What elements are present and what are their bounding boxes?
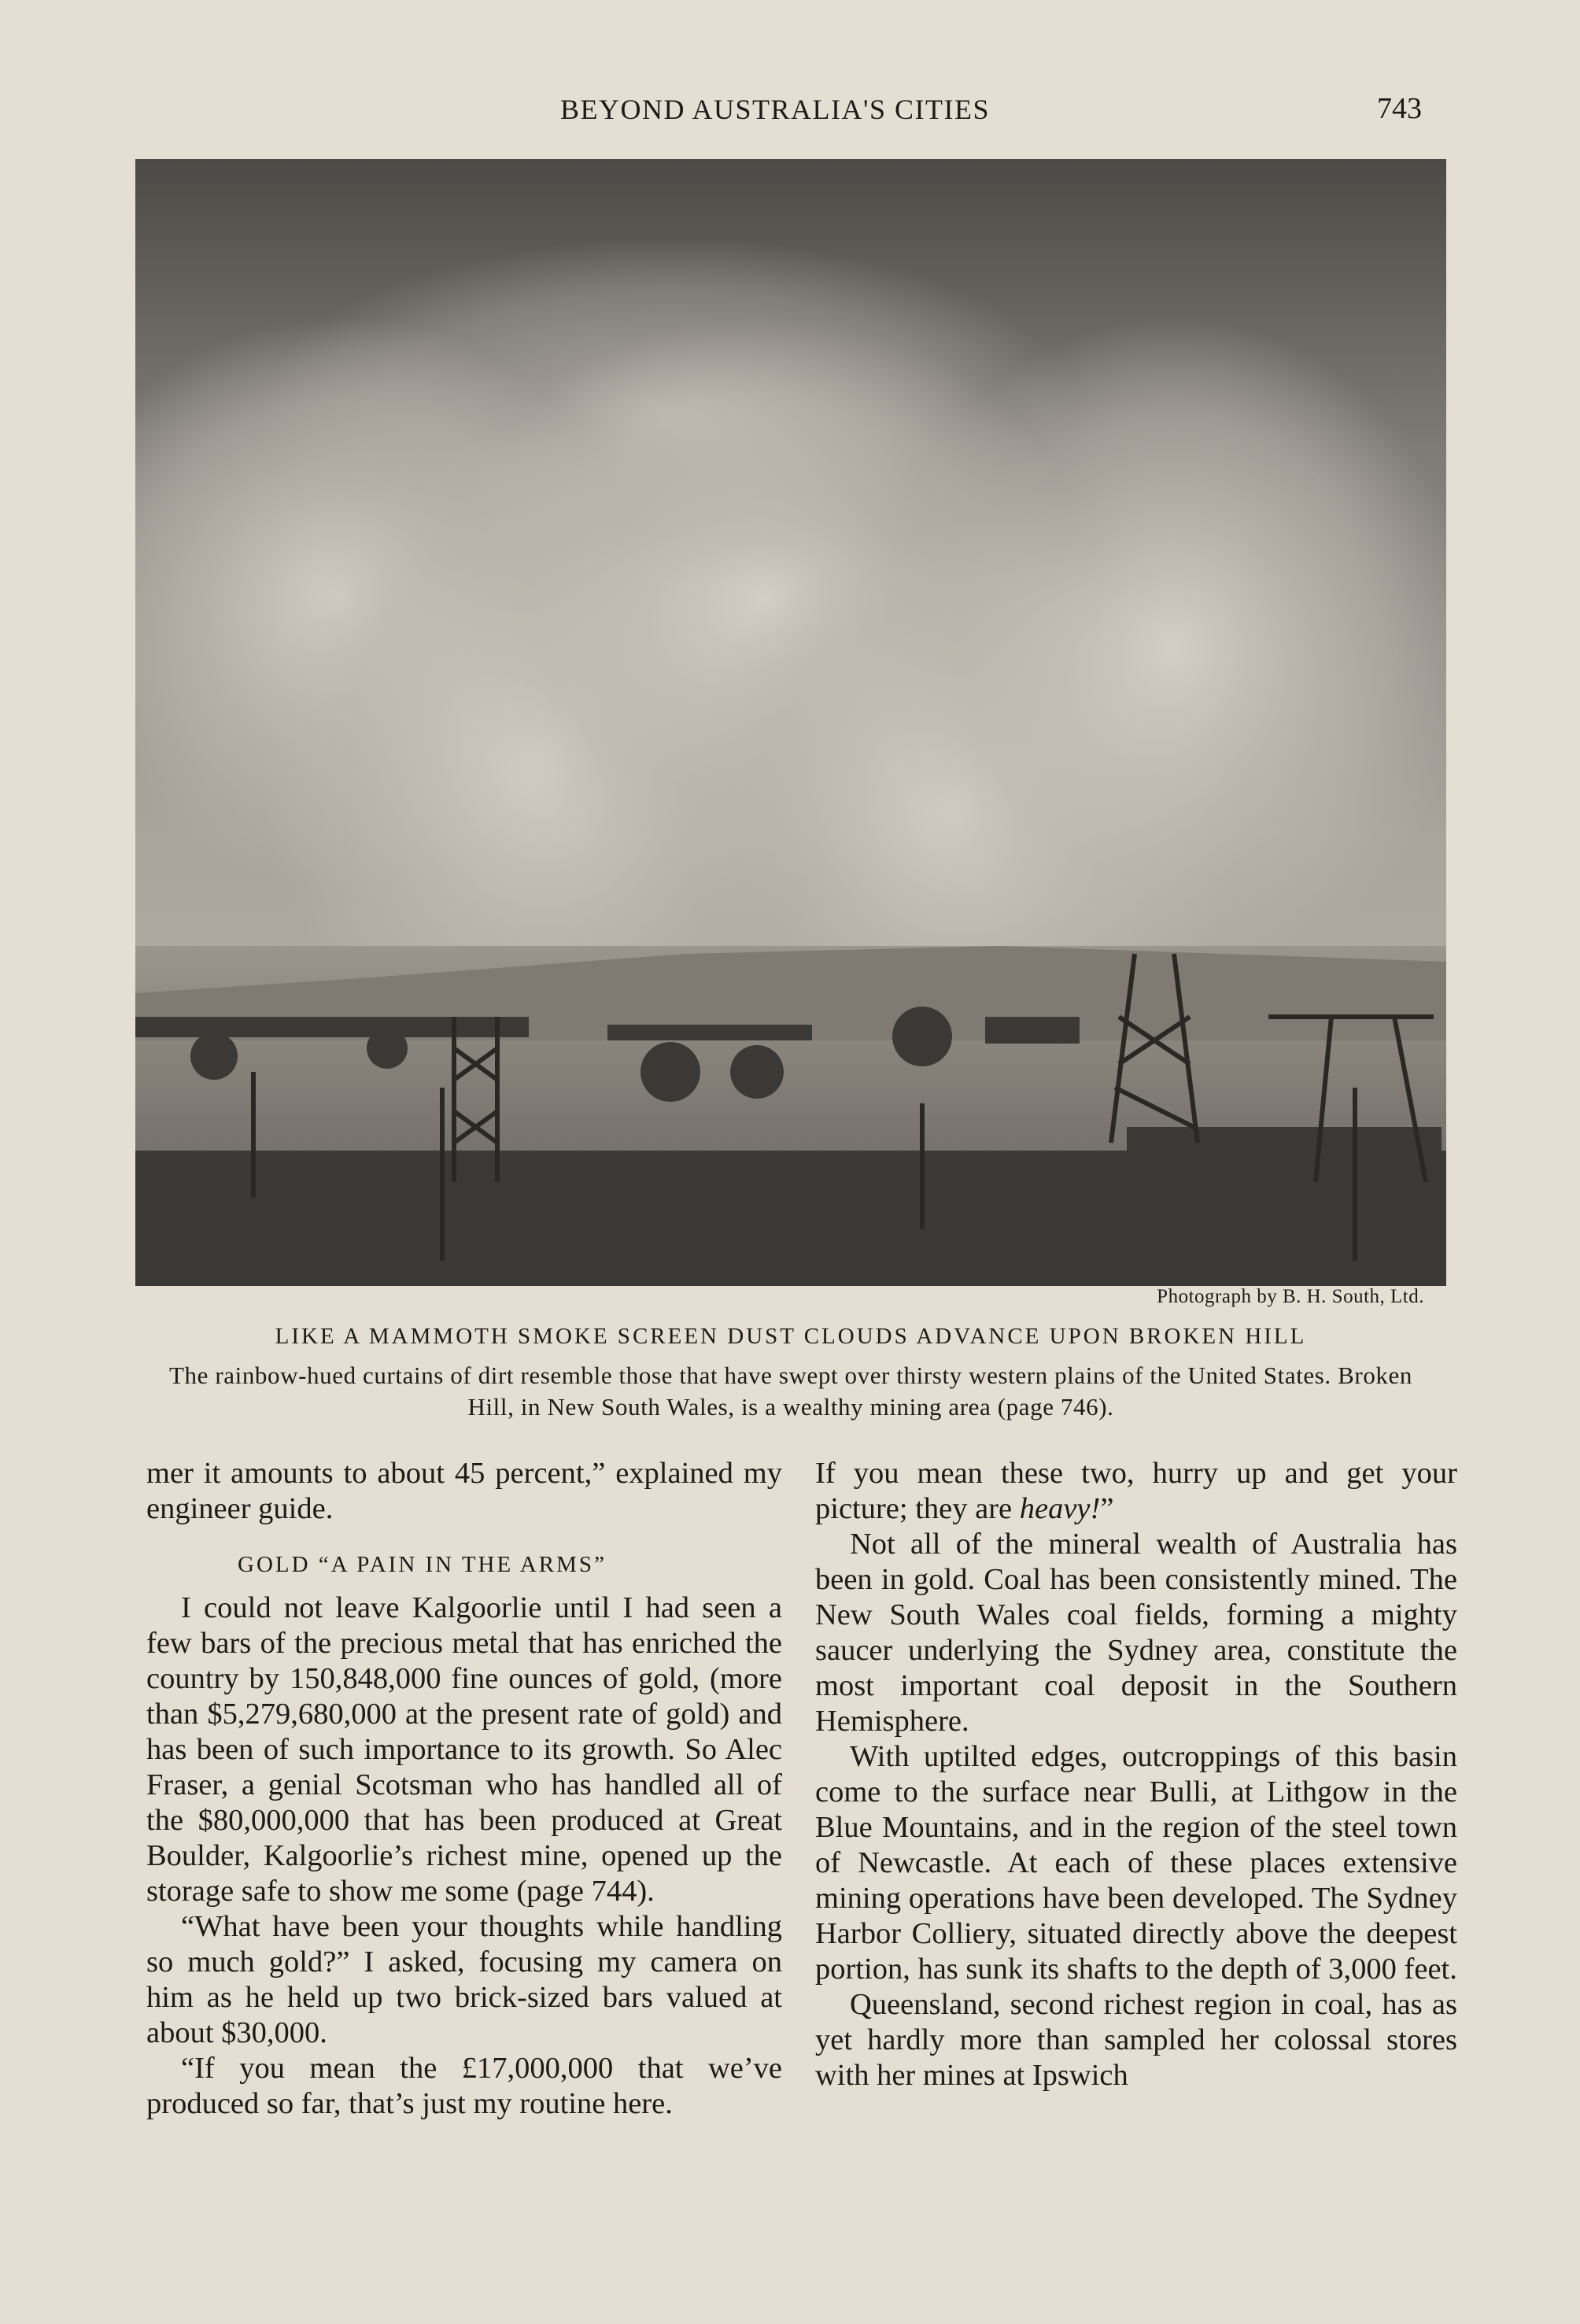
page-number: 743 bbox=[1377, 92, 1422, 125]
paragraph: Queensland, second richest region in coal, has as yet hardly more than sampled her colossal stores with her mines at Ipswich bbox=[815, 1988, 1457, 2092]
paragraph: “If you mean the £17,000,000 that we’ve produced so far, that’s just my routine here. bbox=[146, 2052, 782, 2120]
paragraph: With uptilted edges, outcroppings of this basin come to the surface near Bulli, at Lithgow in the Blue Mountains, and in the region of the steel town of Newcastle. At each of these places extensive mining operations have been developed. The Sydney Harbor Colliery, situated directly above the deepest portion, has sunk its shafts to the depth of 3,000 feet. bbox=[815, 1740, 1457, 1986]
caption-text: The rainbow-hued curtains of dirt resemble those that have swept over thirsty western plains of the United States. Broken Hill, in New South Wales, is a wealthy mining area (page 746). bbox=[168, 1362, 1412, 1421]
paragraph: mer it amounts to about 45 percent,” explained my engineer guide. bbox=[146, 1457, 782, 1525]
left-column bbox=[146, 1456, 782, 2122]
paragraph-text: If you mean these two, hurry up and get your picture; they are bbox=[815, 1457, 1457, 1525]
running-title: BEYOND AUSTRALIA'S CITIES bbox=[560, 94, 990, 125]
caption-title: LIKE A MAMMOTH SMOKE SCREEN DUST CLOUDS ADVANCE UPON BROKEN HILL bbox=[275, 1324, 1307, 1349]
running-header bbox=[0, 88, 1580, 135]
section-heading: GOLD “A PAIN IN THE ARMS” bbox=[238, 1552, 607, 1577]
paragraph: “What have been your thoughts while handling so much gold?” I asked, focusing my camera on him as he held up two brick-sized bars valued at about $30,000. bbox=[146, 1910, 782, 2049]
emphasis-text: heavy! bbox=[1019, 1492, 1101, 1525]
photo-illustration bbox=[135, 159, 1446, 1286]
photo-credit: Photograph by B. H. South, Ltd. bbox=[1157, 1286, 1424, 1307]
paragraph: Not all of the mineral wealth of Australia has been in gold. Coal has been consistently mined. The New South Wales coal fields, forming a mighty saucer underlying the Sydney area, constitute the most important coal deposit in the Southern Hemisphere. bbox=[815, 1528, 1457, 1738]
closing-quote: ” bbox=[1100, 1492, 1114, 1525]
paragraph: I could not leave Kalgoorlie until I had seen a few bars of the precious metal that has enriched the country by 150,848,000 fine ounces of gold, (more than $5,279,680,000 at the present rate of gold) and has been of such importance to its growth. So Alec Fraser, a genial Scotsman who has handled all of the $80,000,000 that has been produced at Great Boulder, Kalgoorlie’s richest mine, opened up the storage safe to show me some (page 744). bbox=[146, 1591, 782, 1908]
right-column bbox=[815, 1456, 1457, 2093]
paragraph bbox=[815, 1456, 1457, 1527]
dust-storm-photograph bbox=[135, 159, 1446, 1286]
